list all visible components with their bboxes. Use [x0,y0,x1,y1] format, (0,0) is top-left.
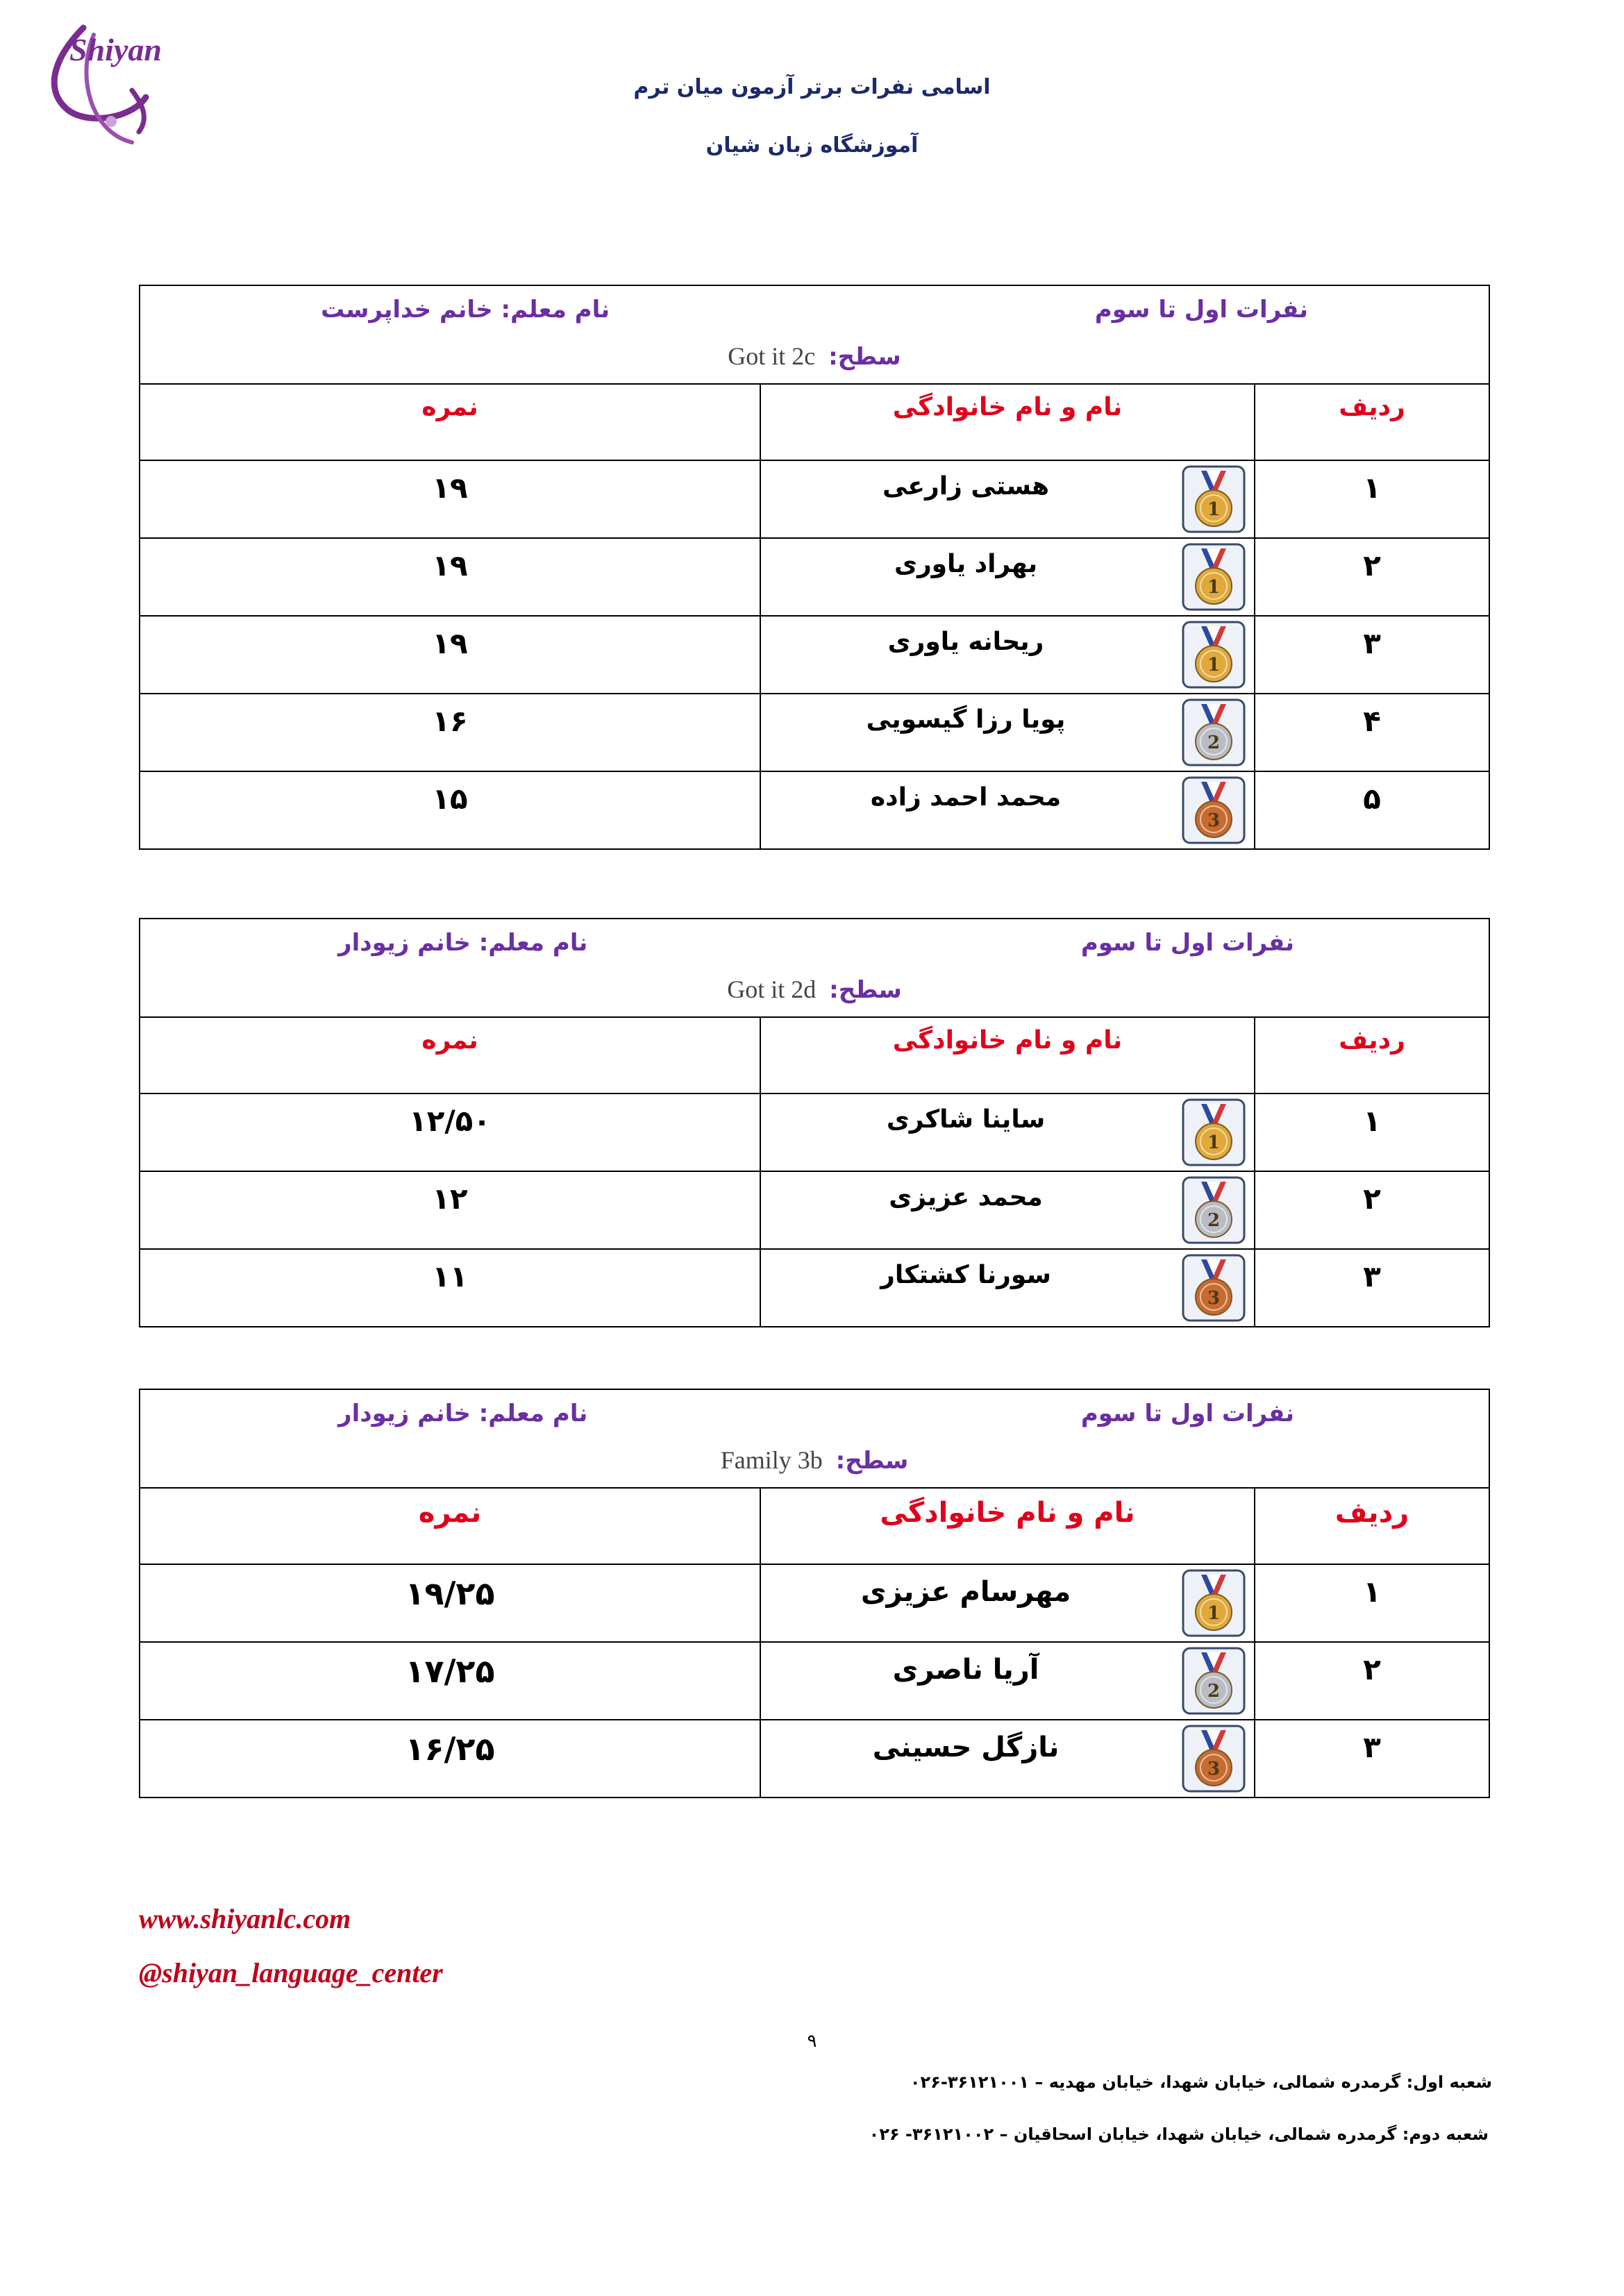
table-row [140,538,1489,616]
teacher-name: نام معلم: خانم خداپرست [321,296,610,324]
table-row [140,1720,1489,1798]
score-cell: ۱۱ [140,1249,760,1327]
medal-gold-icon [1182,465,1246,536]
table-info [140,1389,1489,1488]
svg-text:1: 1 [1207,1132,1221,1153]
level-label: سطح: [828,343,901,371]
rank-cell: ۱ [1255,1093,1489,1171]
header-score: نمره [140,1488,760,1564]
branch-address-1: شعبه اول: گرمدره شمالی، خیابان شهدا، خیابان مهدیه – ۳۶۱۲۱۰۰۱-۰۲۶ [910,2072,1492,2092]
rank-cell: ۱ [1255,460,1489,538]
table-row [140,1093,1489,1171]
logo-text: Shiyan [69,32,162,67]
branch-address-2: شعبه دوم: گرمدره شمالی، خیابان شهدا، خیابان اسحاقیان – ۳۶۱۲۱۰۰۲- ۰۲۶ [869,2125,1489,2144]
score-cell: ۱۶/۲۵ [140,1720,760,1798]
score-cell: ۱۲/۵۰ [140,1093,760,1171]
table-row [140,460,1489,538]
student-name: بهراد یاوری [894,550,1038,578]
teacher-name: نام معلم: خانم زیودار [338,1400,588,1427]
medal-bronze-icon [1182,1254,1246,1325]
results-table-3 [139,1389,1490,1798]
rank-cell: ۲ [1255,1642,1489,1720]
student-name: هستی زارعی [882,472,1050,501]
table-heading: نفرات اول تا سوم [1080,929,1295,957]
level-value: Got it 2d [727,975,817,1003]
student-name: مهرسام عزیزی [860,1576,1071,1608]
rank-cell: ۵ [1255,771,1489,849]
header-rank: ردیف [1255,1017,1489,1093]
level-value: Got it 2c [728,342,816,370]
results-table-1 [139,285,1490,850]
score-cell: ۱۲ [140,1171,760,1249]
name-cell [760,1720,1255,1798]
score-cell: ۱۷/۲۵ [140,1642,760,1720]
table-heading: نفرات اول تا سوم [1094,296,1309,324]
table-row [140,771,1489,849]
student-name: آریا ناصری [892,1654,1039,1686]
page-subtitle: آموزشگاه زبان شیان [705,133,919,158]
page-number: ۹ [807,2031,817,2052]
svg-text:1: 1 [1207,1603,1221,1624]
name-cell [760,460,1255,538]
header-name: نام و نام خانوادگی [760,1017,1255,1093]
rank-cell: ۱ [1255,1564,1489,1642]
medal-silver-icon [1182,1647,1246,1718]
header-score: نمره [140,1017,760,1093]
svg-text:1: 1 [1207,577,1221,598]
page-title: اسامی نفرات برتر آزمون میان ترم [633,75,991,99]
name-cell [760,1249,1255,1327]
score-cell: ۱۹/۲۵ [140,1564,760,1642]
table-row [140,1564,1489,1642]
level-line [140,975,1489,1004]
rank-cell: ۳ [1255,616,1489,694]
svg-text:3: 3 [1207,810,1221,831]
name-cell [760,771,1255,849]
table-info [140,919,1489,1017]
rank-cell: ۴ [1255,694,1489,771]
svg-text:2: 2 [1207,1681,1221,1702]
header-rank: ردیف [1255,384,1489,460]
name-cell [760,1642,1255,1720]
score-cell: ۱۶ [140,694,760,771]
score-cell: ۱۵ [140,771,760,849]
table-row [140,616,1489,694]
medal-gold-icon [1182,1098,1246,1169]
student-name: نازگل حسینی [872,1732,1060,1763]
teacher-name: نام معلم: خانم زیودار [338,929,588,957]
level-line [140,342,1489,371]
svg-text:1: 1 [1207,499,1221,520]
student-name: ساینا شاکری [886,1105,1046,1134]
score-cell: ۱۹ [140,460,760,538]
table-row [140,1171,1489,1249]
level-value: Family 3b [720,1446,823,1474]
name-cell [760,1171,1255,1249]
table-info [140,285,1489,384]
header-name: نام و نام خانوادگی [760,384,1255,460]
medal-bronze-icon [1182,1725,1246,1795]
rank-cell: ۲ [1255,1171,1489,1249]
score-cell: ۱۹ [140,616,760,694]
table-heading: نفرات اول تا سوم [1080,1400,1295,1427]
table-row [140,1249,1489,1327]
medal-gold-icon [1182,543,1246,614]
header-score: نمره [140,384,760,460]
score-cell: ۱۹ [140,538,760,616]
header-name: نام و نام خانوادگی [760,1488,1255,1564]
name-cell [760,538,1255,616]
student-name: محمد احمد زاده [870,783,1062,812]
medal-gold-icon [1182,1569,1246,1640]
table-row [140,1642,1489,1720]
student-name: سورنا کشتکار [880,1261,1051,1289]
medal-silver-icon [1182,1176,1246,1247]
medal-gold-icon [1182,621,1246,692]
table-row [140,694,1489,771]
rank-cell: ۳ [1255,1720,1489,1798]
name-cell [760,616,1255,694]
svg-text:2: 2 [1207,732,1221,753]
level-line [140,1446,1489,1475]
student-name: پویا رزا گیسویی [866,705,1066,734]
svg-text:3: 3 [1207,1759,1221,1779]
header-rank: ردیف [1255,1488,1489,1564]
rank-cell: ۲ [1255,538,1489,616]
level-label: سطح: [835,1447,909,1475]
instagram-handle[interactable]: @shiyan_language_center [139,1957,443,1988]
svg-text:2: 2 [1207,1210,1221,1231]
svg-text:1: 1 [1207,655,1221,676]
student-name: ریحانه یاوری [887,628,1044,656]
results-table-2 [139,918,1490,1327]
level-label: سطح: [829,976,902,1004]
svg-text:3: 3 [1207,1288,1221,1309]
student-name: محمد عزیزی [889,1183,1043,1212]
name-cell [760,694,1255,771]
rank-cell: ۳ [1255,1249,1489,1327]
medal-bronze-icon [1182,776,1246,847]
name-cell [760,1564,1255,1642]
website-link[interactable]: www.shiyanlc.com [139,1903,351,1934]
medal-silver-icon [1182,698,1246,769]
name-cell [760,1093,1255,1171]
